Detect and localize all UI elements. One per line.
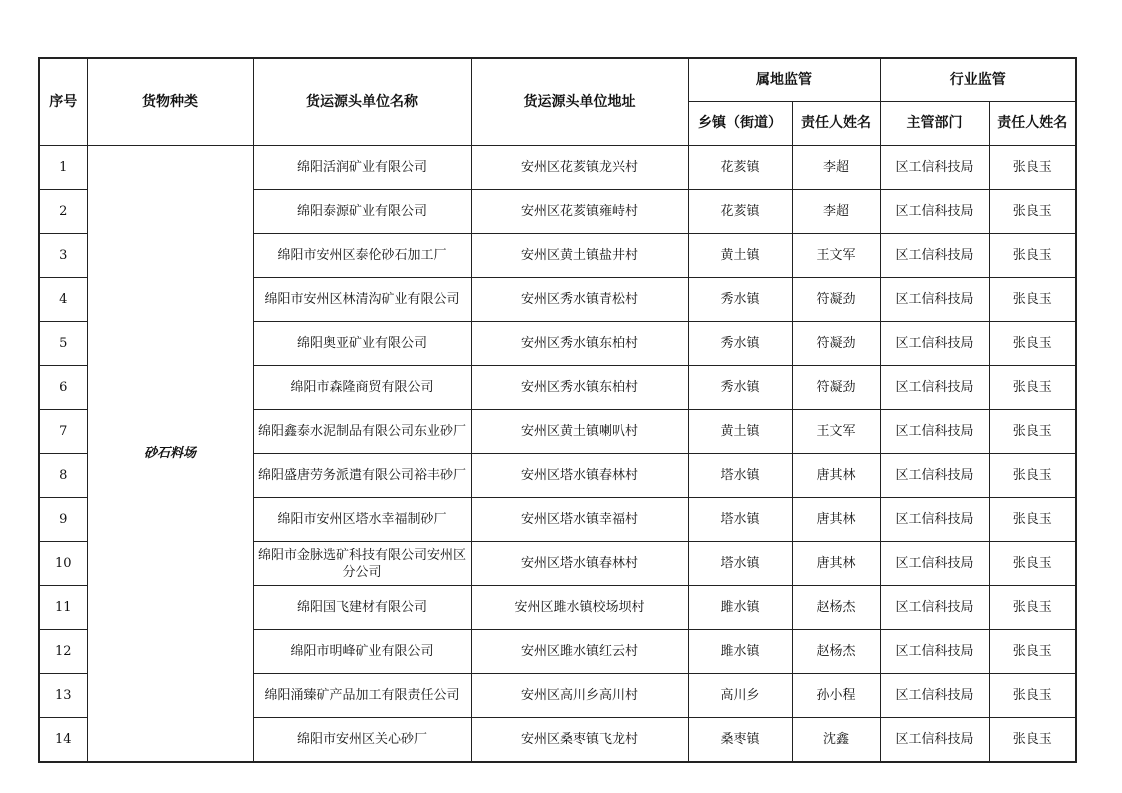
cell-department: 区工信科技局 xyxy=(880,542,989,586)
cell-seq: 9 xyxy=(39,498,87,542)
cell-town: 花荄镇 xyxy=(688,146,792,190)
cell-department: 区工信科技局 xyxy=(880,410,989,454)
cell-unit-address: 安州区花荄镇龙兴村 xyxy=(471,146,688,190)
cell-cargo-category: 砂石料场 xyxy=(87,146,253,763)
cell-unit-address: 安州区塔水镇春林村 xyxy=(471,454,688,498)
table-body xyxy=(39,146,1076,763)
cell-town: 秀水镇 xyxy=(688,322,792,366)
cell-department: 区工信科技局 xyxy=(880,234,989,278)
cell-industry-person: 张良玉 xyxy=(989,542,1076,586)
cell-department: 区工信科技局 xyxy=(880,674,989,718)
cell-local-person: 孙小程 xyxy=(792,674,880,718)
cell-town: 雎水镇 xyxy=(688,586,792,630)
cell-local-person: 唐其林 xyxy=(792,498,880,542)
header-cargo-type: 货物种类 xyxy=(87,58,253,146)
cell-industry-person: 张良玉 xyxy=(989,190,1076,234)
cell-unit-address: 安州区秀水镇青松村 xyxy=(471,278,688,322)
cell-department: 区工信科技局 xyxy=(880,454,989,498)
cell-industry-person: 张良玉 xyxy=(989,498,1076,542)
cell-town: 黄土镇 xyxy=(688,410,792,454)
header-seq: 序号 xyxy=(39,58,87,146)
cell-industry-person: 张良玉 xyxy=(989,322,1076,366)
cell-town: 塔水镇 xyxy=(688,454,792,498)
cell-unit-name: 绵阳市安州区关心砂厂 xyxy=(253,718,471,763)
cell-department: 区工信科技局 xyxy=(880,498,989,542)
cell-local-person: 王文军 xyxy=(792,410,880,454)
cell-unit-address: 安州区雎水镇红云村 xyxy=(471,630,688,674)
cell-unit-name: 绵阳活润矿业有限公司 xyxy=(253,146,471,190)
cell-industry-person: 张良玉 xyxy=(989,630,1076,674)
cell-town: 秀水镇 xyxy=(688,278,792,322)
cell-department: 区工信科技局 xyxy=(880,630,989,674)
header-unit-name: 货运源头单位名称 xyxy=(253,58,471,146)
cell-industry-person: 张良玉 xyxy=(989,410,1076,454)
cell-town: 花荄镇 xyxy=(688,190,792,234)
cell-unit-address: 安州区花荄镇雍峙村 xyxy=(471,190,688,234)
cell-town: 雎水镇 xyxy=(688,630,792,674)
cell-seq: 3 xyxy=(39,234,87,278)
cell-industry-person: 张良玉 xyxy=(989,366,1076,410)
cell-seq: 4 xyxy=(39,278,87,322)
cell-seq: 14 xyxy=(39,718,87,763)
cell-unit-address: 安州区塔水镇幸福村 xyxy=(471,498,688,542)
cell-unit-address: 安州区高川乡高川村 xyxy=(471,674,688,718)
supervision-table xyxy=(38,57,1077,763)
cell-town: 黄土镇 xyxy=(688,234,792,278)
cell-unit-address: 安州区秀水镇东柏村 xyxy=(471,322,688,366)
cell-department: 区工信科技局 xyxy=(880,278,989,322)
cell-unit-name: 绵阳奥亚矿业有限公司 xyxy=(253,322,471,366)
cell-unit-name: 绵阳国飞建材有限公司 xyxy=(253,586,471,630)
cell-department: 区工信科技局 xyxy=(880,322,989,366)
table-row xyxy=(39,146,1076,190)
cell-seq: 2 xyxy=(39,190,87,234)
cell-seq: 6 xyxy=(39,366,87,410)
header-local-person: 责任人姓名 xyxy=(792,102,880,146)
cell-local-person: 赵杨杰 xyxy=(792,586,880,630)
cell-unit-name: 绵阳市森隆商贸有限公司 xyxy=(253,366,471,410)
cell-industry-person: 张良玉 xyxy=(989,146,1076,190)
cell-department: 区工信科技局 xyxy=(880,718,989,763)
header-local-supervision: 属地监管 xyxy=(688,58,880,102)
cell-department: 区工信科技局 xyxy=(880,366,989,410)
cell-industry-person: 张良玉 xyxy=(989,586,1076,630)
cell-unit-address: 安州区桑枣镇飞龙村 xyxy=(471,718,688,763)
header-town: 乡镇（街道） xyxy=(688,102,792,146)
cell-unit-name: 绵阳涌臻矿产品加工有限责任公司 xyxy=(253,674,471,718)
cell-local-person: 沈鑫 xyxy=(792,718,880,763)
cell-seq: 12 xyxy=(39,630,87,674)
cell-unit-address: 安州区秀水镇东柏村 xyxy=(471,366,688,410)
cell-unit-name: 绵阳泰源矿业有限公司 xyxy=(253,190,471,234)
cell-industry-person: 张良玉 xyxy=(989,674,1076,718)
cell-seq: 13 xyxy=(39,674,87,718)
header-industry-supervision: 行业监管 xyxy=(880,58,1076,102)
cell-unit-address: 安州区塔水镇春林村 xyxy=(471,542,688,586)
cell-unit-address: 安州区黄土镇盐井村 xyxy=(471,234,688,278)
cell-department: 区工信科技局 xyxy=(880,586,989,630)
cell-unit-name: 绵阳市安州区林清沟矿业有限公司 xyxy=(253,278,471,322)
cell-unit-name: 绵阳鑫泰水泥制品有限公司东业砂厂 xyxy=(253,410,471,454)
header-unit-address: 货运源头单位地址 xyxy=(471,58,688,146)
cell-unit-name: 绵阳市安州区泰伦砂石加工厂 xyxy=(253,234,471,278)
cell-industry-person: 张良玉 xyxy=(989,278,1076,322)
cell-local-person: 李超 xyxy=(792,146,880,190)
cell-town: 桑枣镇 xyxy=(688,718,792,763)
cell-unit-address: 安州区黄土镇喇叭村 xyxy=(471,410,688,454)
cell-local-person: 符凝劲 xyxy=(792,322,880,366)
cell-local-person: 王文军 xyxy=(792,234,880,278)
cell-seq: 11 xyxy=(39,586,87,630)
cell-town: 塔水镇 xyxy=(688,542,792,586)
cell-seq: 8 xyxy=(39,454,87,498)
cell-town: 高川乡 xyxy=(688,674,792,718)
cell-department: 区工信科技局 xyxy=(880,190,989,234)
cell-unit-name: 绵阳市安州区塔水幸福制砂厂 xyxy=(253,498,471,542)
cell-department: 区工信科技局 xyxy=(880,146,989,190)
cell-seq: 7 xyxy=(39,410,87,454)
cell-industry-person: 张良玉 xyxy=(989,454,1076,498)
cell-industry-person: 张良玉 xyxy=(989,234,1076,278)
cell-local-person: 符凝劲 xyxy=(792,366,880,410)
cell-industry-person: 张良玉 xyxy=(989,718,1076,763)
cell-local-person: 唐其林 xyxy=(792,454,880,498)
cell-unit-name: 绵阳盛唐劳务派遣有限公司裕丰砂厂 xyxy=(253,454,471,498)
cell-unit-name: 绵阳市金脉选矿科技有限公司安州区分公司 xyxy=(253,542,471,586)
cell-seq: 1 xyxy=(39,146,87,190)
cell-local-person: 李超 xyxy=(792,190,880,234)
cell-seq: 10 xyxy=(39,542,87,586)
cell-seq: 5 xyxy=(39,322,87,366)
header-row-1 xyxy=(39,58,1076,102)
cell-local-person: 唐其林 xyxy=(792,542,880,586)
cell-local-person: 赵杨杰 xyxy=(792,630,880,674)
cell-local-person: 符凝劲 xyxy=(792,278,880,322)
cell-town: 秀水镇 xyxy=(688,366,792,410)
cell-unit-address: 安州区雎水镇校场坝村 xyxy=(471,586,688,630)
cell-unit-name: 绵阳市明峰矿业有限公司 xyxy=(253,630,471,674)
header-industry-person: 责任人姓名 xyxy=(989,102,1076,146)
header-department: 主管部门 xyxy=(880,102,989,146)
cell-town: 塔水镇 xyxy=(688,498,792,542)
